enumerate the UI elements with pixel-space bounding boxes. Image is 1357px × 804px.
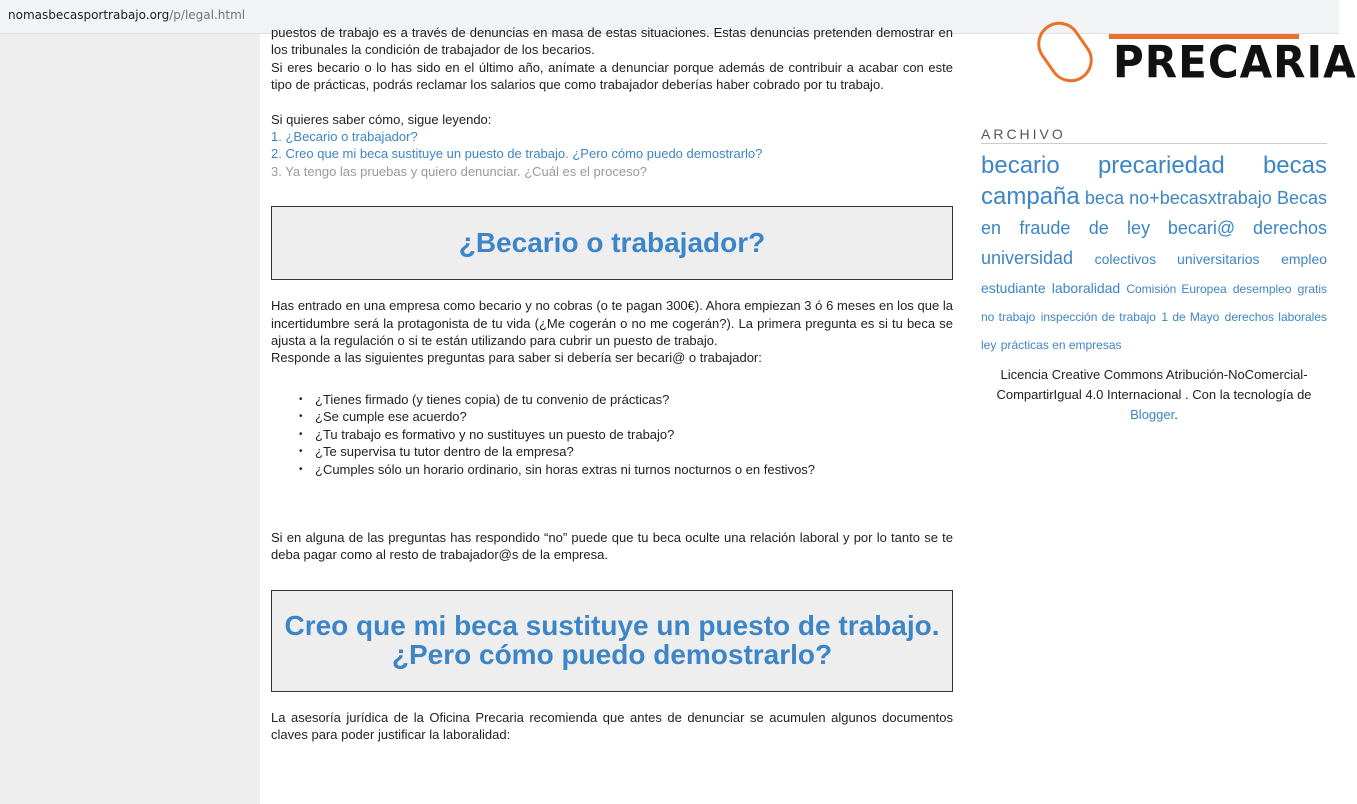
tag-link[interactable]: gratis <box>1297 282 1327 296</box>
tag-link[interactable]: ley <box>981 338 997 352</box>
tag-link[interactable]: campaña <box>981 183 1080 210</box>
tag-link[interactable]: laboralidad <box>1051 280 1121 296</box>
tag-link[interactable]: colectivos universitarios <box>1094 251 1260 267</box>
tag-link[interactable]: becas <box>1262 152 1327 179</box>
tag-link[interactable]: inspección de trabajo <box>1040 310 1156 324</box>
url-domain: nomasbecasportrabajo.org <box>8 8 170 22</box>
tag-link[interactable]: 1 de Mayo <box>1161 310 1220 324</box>
list-item: • ¿Tu trabajo es formativo y no sustituyes un puesto de trabajo? <box>299 426 953 443</box>
license-notice: Licencia Creative Commons Atribución-NoComercial-CompartirIgual 4.0 Internacional . Con la tecnología de Blogger. <box>996 367 1312 422</box>
questions-list <box>271 391 953 478</box>
list-item: • ¿Cumples sólo un horario ordinario, sin horas extras ni turnos nocturnos o en festivos? <box>299 461 953 478</box>
read-more-text: Si quieres saber cómo, sigue leyendo: <box>271 111 492 127</box>
toc-link-2[interactable]: 2. Creo que mi beca sustituye un puesto de trabajo. ¿Pero cómo puedo demostrarlo? <box>271 146 763 162</box>
tag-link[interactable]: universidad <box>981 248 1074 268</box>
section-heading-becario: ¿Becario o trabajador? <box>271 206 953 280</box>
sidebar <box>981 34 1357 425</box>
intro-paragraph-2: Si eres becario o lo has sido en el último año, anímate a denunciar porque además de contribuir a acabar con este tipo de prácticas, podrás reclamar los salarios que como trabajador deberías haber cobrado por tu trabajo. <box>271 59 953 93</box>
list-item: • ¿Se cumple ese acuerdo? <box>299 408 953 425</box>
toc-link-3[interactable]: 3. Ya tengo las pruebas y quiero denunciar. ¿Cuál es el proceso? <box>271 163 648 179</box>
tag-link[interactable]: estudiante <box>981 280 1046 296</box>
list-item: • ¿Tienes firmado (y tienes copia) de tu convenio de prácticas? <box>299 391 953 408</box>
tag-link[interactable]: empleo <box>1281 251 1328 267</box>
section1-prompt: Responde a las siguientes preguntas para saber si debería ser becari@ o trabajador: <box>271 350 762 366</box>
post-body <box>271 25 953 804</box>
tag-link[interactable]: beca <box>1084 188 1124 208</box>
url-path: /p/legal.html <box>169 8 246 22</box>
archive-title: ARCHIVO <box>981 126 1327 144</box>
tag-link[interactable]: prácticas en empresas <box>1000 338 1122 352</box>
tag-link[interactable]: precariedad <box>1097 152 1225 179</box>
intro-paragraph: puestos de trabajo es a través de denuncias en masa de estas situaciones. Estas denuncias pretenden demostrar en los tribunales la condición de trabajador de los becarios. <box>271 25 953 58</box>
tag-link[interactable]: no+becasxtrabajo <box>1129 188 1272 208</box>
oficina-precaria-logo[interactable] <box>981 34 1357 90</box>
tag-link[interactable]: desempleo <box>1232 282 1292 296</box>
section1-conclusion: Si en alguna de las preguntas has respondido “no” puede que tu beca oculte una relación laboral y por lo tanto se te deba pagar como al resto de trabajador@s de la empresa. <box>271 529 953 563</box>
section1-paragraph: Has entrado en una empresa como becario y no cobras (o te pagan 300€). Ahora empiezan 3 ó 6 meses en los que la incertidumbre será la protagonista de tu vida (¿Me cogerán o no me cogerán?). La primera pregunta es si tu beca se ajusta a la regulación o si te están utilizando para cubrir un puesto de trabajo. <box>271 298 953 349</box>
section2-paragraph: La asesoría jurídica de la Oficina Precaria recomienda que antes de denunciar se acumulen algunos documentos claves para poder justificar la laboralidad: <box>271 709 953 743</box>
tag-link[interactable]: no trabajo <box>981 310 1036 324</box>
list-item: • ¿Te supervisa tu tutor dentro de la empresa? <box>299 443 953 460</box>
tag-link[interactable]: Comisión Europea <box>1126 282 1227 296</box>
toc-link-1[interactable]: 1. ¿Becario o trabajador? <box>271 129 418 145</box>
tag-link[interactable]: derechos laborales <box>1224 310 1328 324</box>
tag-link[interactable]: becario <box>981 152 1060 179</box>
blogger-link[interactable]: Blogger <box>1130 407 1175 422</box>
tag-link[interactable]: becari@ <box>1167 218 1236 238</box>
tag-cloud <box>981 152 1327 359</box>
tag-link[interactable]: Becas en fraude de ley <box>981 188 1327 238</box>
logo-text: PRECARIA <box>1113 36 1357 89</box>
section-heading-demostrar: Creo que mi beca sustituye un puesto de trabajo. ¿Pero cómo puedo demostrarlo? <box>271 590 953 692</box>
left-gutter <box>0 34 260 804</box>
license-text: Licencia Creative Commons Atribución-NoComercial-CompartirIgual 4.0 Internacional . Con la tecnología de <box>996 367 1312 402</box>
tag-link[interactable]: derechos <box>1252 218 1328 238</box>
